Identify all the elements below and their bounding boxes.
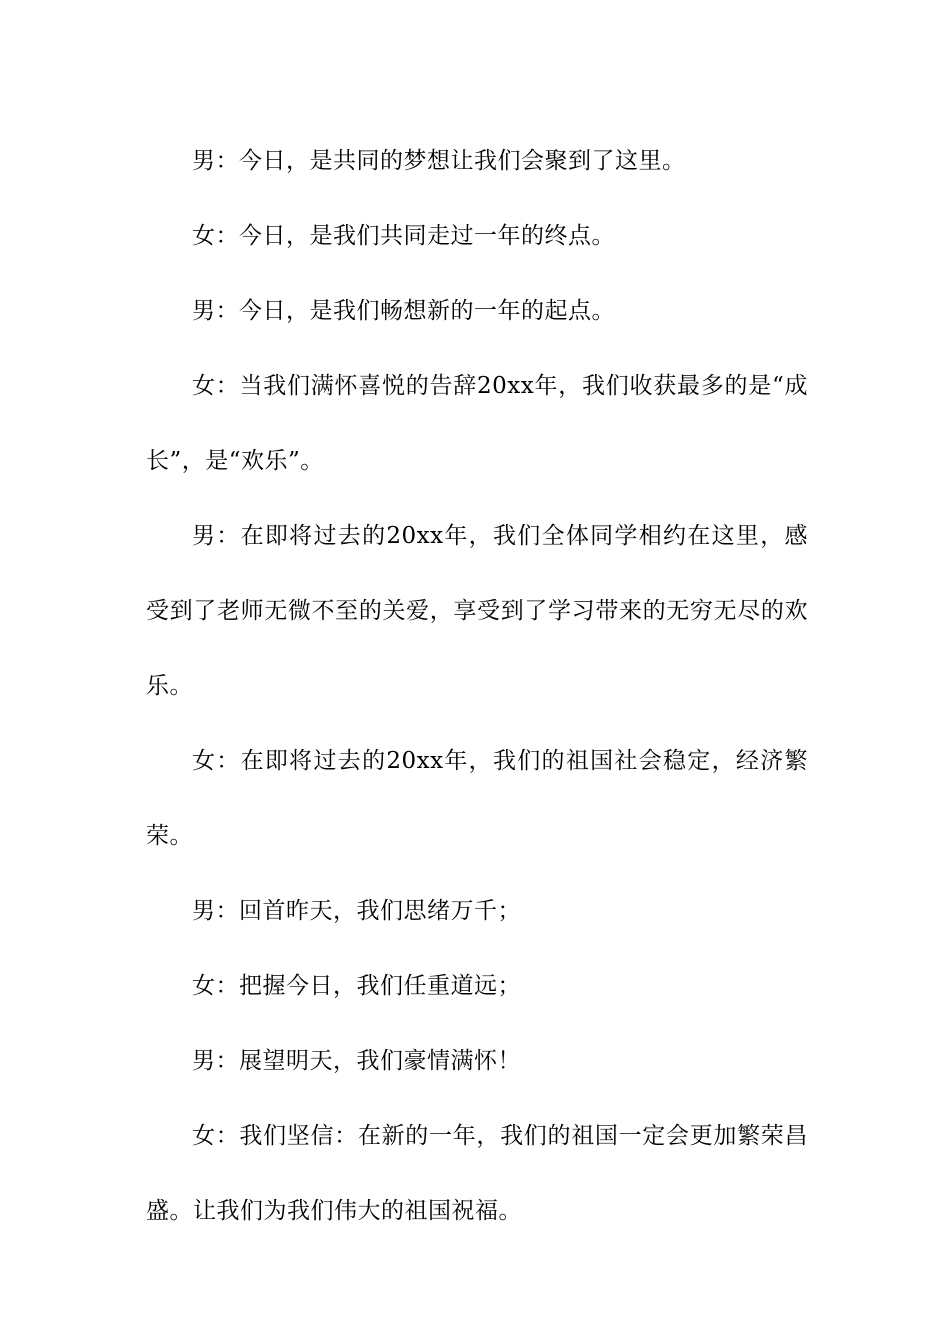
paragraph-4: 女：当我们满怀喜悦的告辞20xx年，我们收获最多的是“成长”，是“欢乐”。: [146, 373, 808, 474]
paragraph-2: 女：今日，是我们共同走过一年的终点。: [192, 223, 615, 249]
paragraph-10: 女：我们坚信：在新的一年，我们的祖国一定会更加繁荣昌盛。让我们为我们伟大的祖国祝福。: [146, 1123, 808, 1224]
paragraph-8: 女：把握今日，我们任重道远；: [192, 973, 521, 999]
paragraph-7: 男：回首昨天，我们思绪万千；: [192, 898, 521, 924]
paragraph-3: 男：今日，是我们畅想新的一年的起点。: [192, 298, 615, 324]
paragraph-9: 男：展望明天，我们豪情满怀！: [192, 1048, 521, 1074]
paragraph-5: 男：在即将过去的20xx年，我们全体同学相约在这里，感受到了老师无微不至的关爱，享受到了学习带来的无穷无尽的欢乐。: [146, 523, 808, 699]
paragraph-1: 男：今日，是共同的梦想让我们会聚到了这里。: [192, 148, 686, 174]
document-body: [146, 124, 808, 1249]
paragraph-6: 女：在即将过去的20xx年，我们的祖国社会稳定，经济繁荣。: [146, 748, 808, 849]
